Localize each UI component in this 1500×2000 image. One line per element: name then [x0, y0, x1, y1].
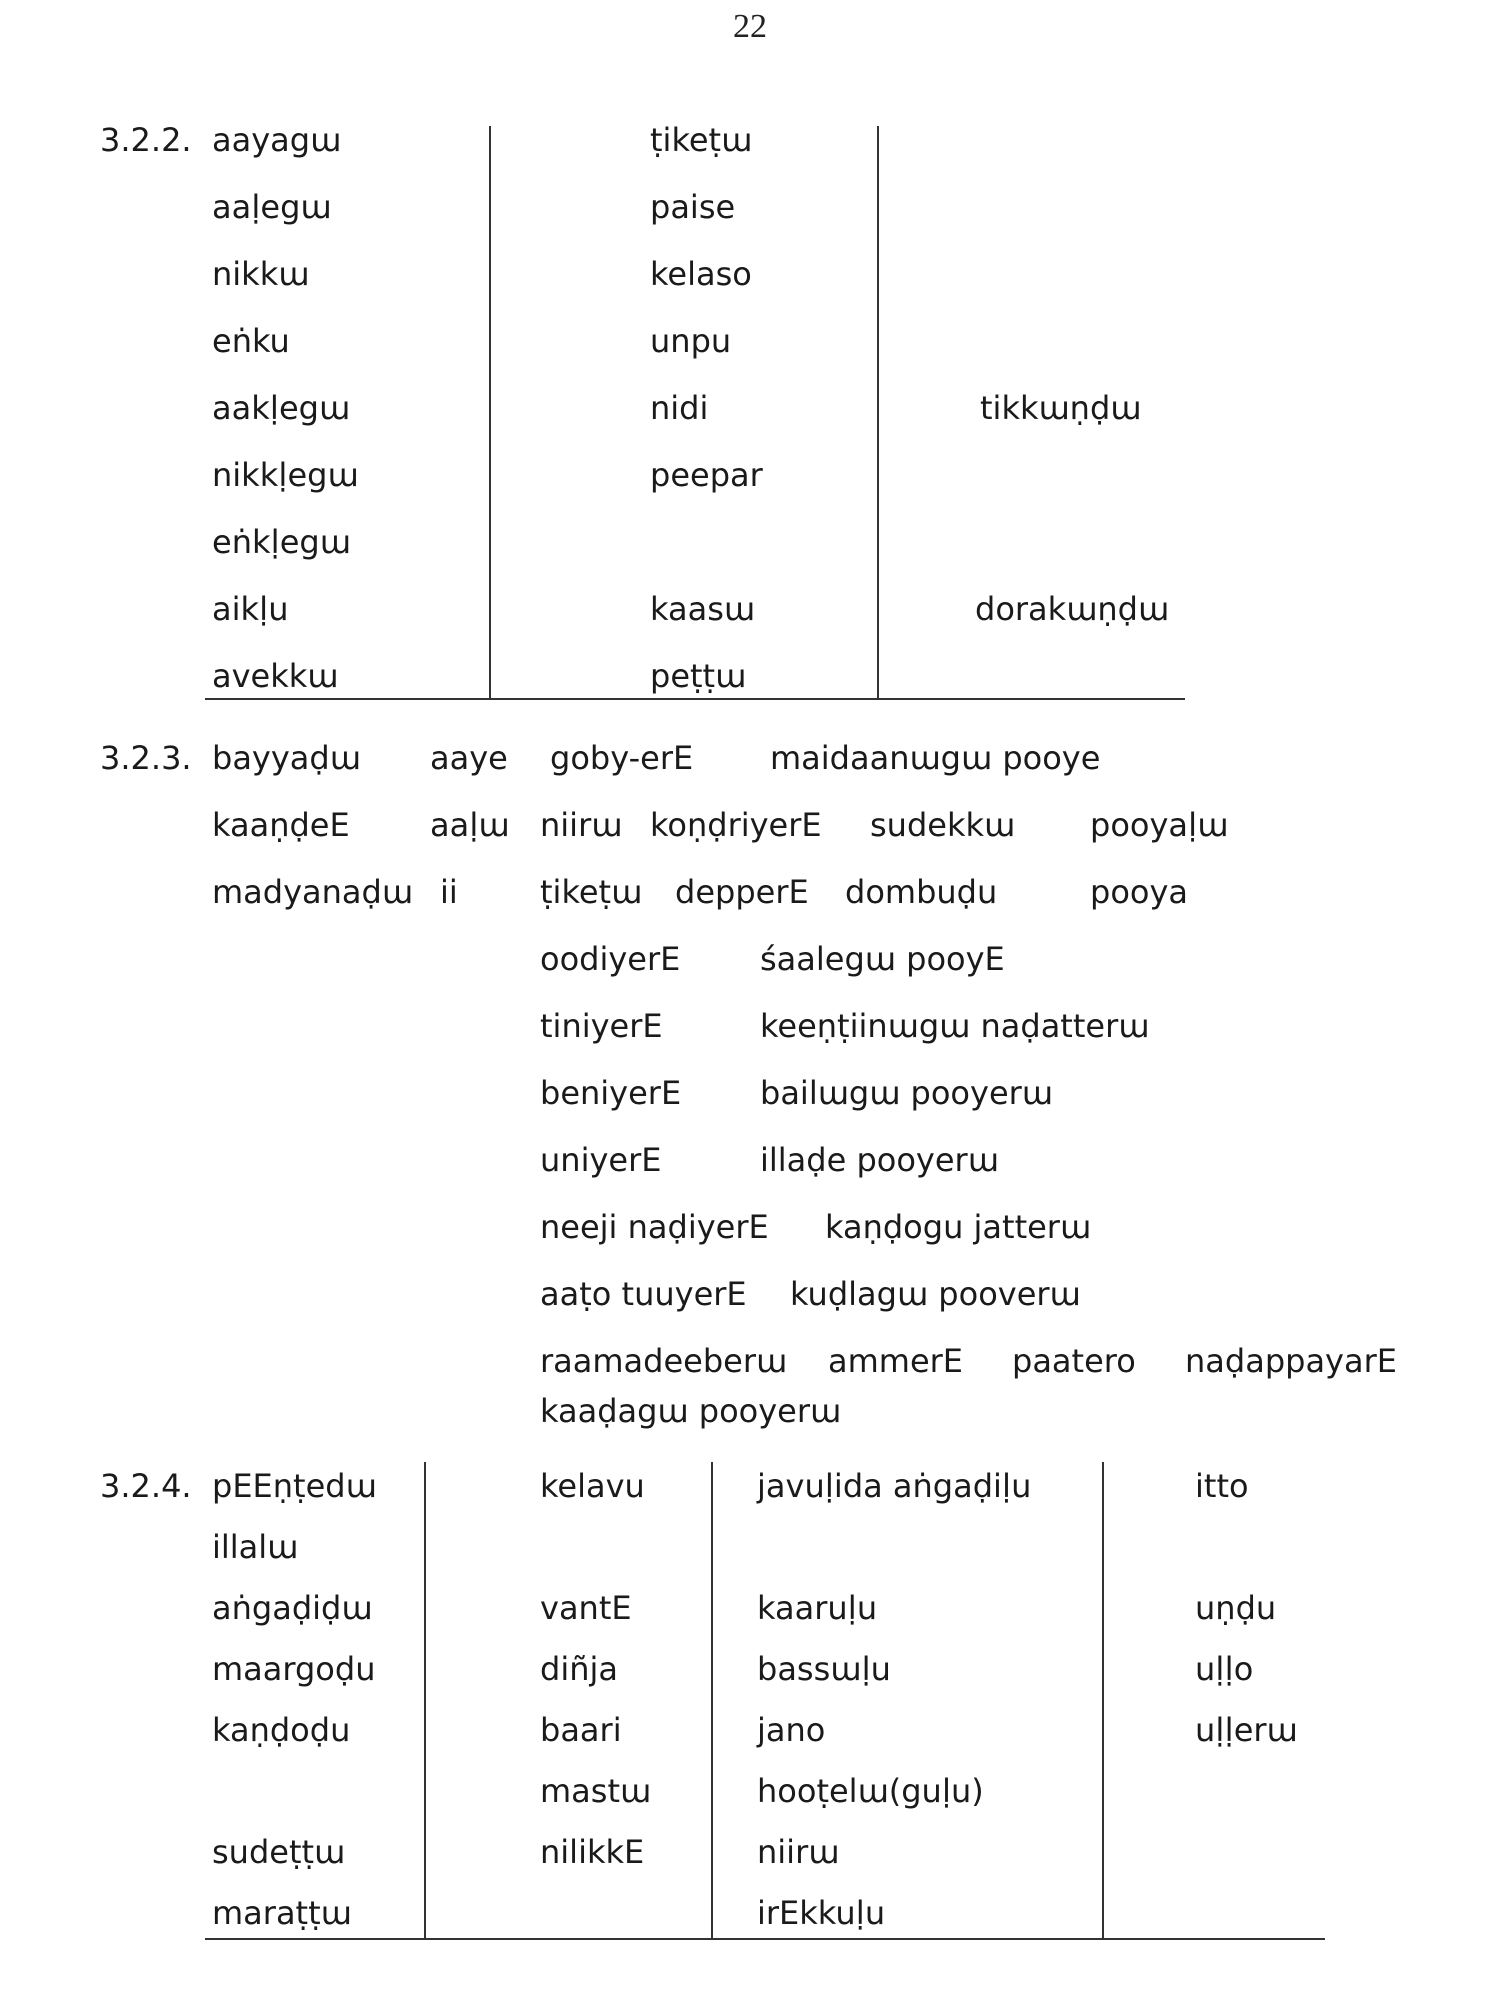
word: maidaanɯgɯ pooye [770, 739, 1101, 777]
word: uṇḍu [1195, 1589, 1277, 1627]
word: kaṇḍoḍu [212, 1711, 351, 1749]
word: baari [540, 1711, 622, 1749]
column-divider [877, 126, 879, 700]
phrase-subject: aaṭo tuuyerE [540, 1275, 747, 1313]
word: jano [757, 1711, 826, 1749]
word: niirɯ [540, 806, 623, 844]
word: diñja [540, 1650, 618, 1688]
word: bayyaḍɯ [212, 739, 361, 777]
word: bassɯḷu [757, 1650, 891, 1688]
word: aaḷegɯ [212, 188, 332, 226]
page-number: 22 [733, 8, 767, 45]
word: aikḷu [212, 590, 289, 628]
word: aakḷegɯ [212, 389, 351, 427]
word: peepar [650, 456, 763, 494]
column-divider [1102, 1462, 1104, 1940]
word: avekkɯ [212, 657, 339, 695]
phrase-predicate: keeṇṭiinɯgɯ naḍatterɯ [760, 1007, 1150, 1045]
table-rule [205, 1938, 1325, 1940]
word: aayagɯ [212, 121, 342, 159]
phrase-predicate: śaalegɯ pooyE [760, 940, 1005, 978]
word: kaasɯ [650, 590, 756, 628]
word: javuḷida aṅgaḍiḷu [757, 1467, 1032, 1505]
word: nidi [650, 389, 709, 427]
word: raamadeeberɯ [540, 1342, 788, 1380]
word: aṅgaḍiḍɯ [212, 1589, 373, 1627]
phrase-subject: uniyerE [540, 1141, 662, 1179]
phrase-subject: beniyerE [540, 1074, 682, 1112]
phrase-subject: tiniyerE [540, 1007, 663, 1045]
phrase-predicate: kuḍlagɯ pooverɯ [790, 1275, 1081, 1313]
word: uḷḷo [1195, 1650, 1254, 1688]
column-divider [489, 126, 491, 700]
word: pEEṇṭedɯ [212, 1467, 377, 1505]
word: kaaruḷu [757, 1589, 878, 1627]
column-divider [424, 1462, 426, 1940]
word: nilikkE [540, 1833, 645, 1871]
word: nikkḷegɯ [212, 456, 359, 494]
word: ṭikeṭɯ [540, 873, 643, 911]
phrase-predicate: bailɯgɯ pooyerɯ [760, 1074, 1053, 1112]
word: dorakɯṇḍɯ [975, 590, 1170, 628]
word: sudeṭṭɯ [212, 1833, 346, 1871]
word: kelavu [540, 1467, 645, 1505]
word: sudekkɯ [870, 806, 1016, 844]
word: pooyaḷɯ [1090, 806, 1229, 844]
word: hooṭelɯ(guḷu) [757, 1772, 984, 1810]
word: ammerE [828, 1342, 964, 1380]
word: goby-erE [550, 739, 694, 777]
phrase-predicate: kaṇḍogu jatterɯ [825, 1208, 1092, 1246]
word: uḷḷerɯ [1195, 1711, 1298, 1749]
word: mastɯ [540, 1772, 652, 1810]
word: nikkɯ [212, 255, 310, 293]
word: maargoḍu [212, 1650, 376, 1688]
word: niirɯ [757, 1833, 840, 1871]
word: naḍappayarE [1185, 1342, 1397, 1380]
word: vantE [540, 1589, 632, 1627]
word: irEkkuḷu [757, 1894, 886, 1932]
word: illalɯ [212, 1528, 299, 1566]
section-label: 3.2.3. [100, 739, 192, 777]
word: kaaṇḍeE [212, 806, 350, 844]
word: aaye [430, 739, 508, 777]
column-divider [711, 1462, 713, 1940]
phrase-continuation: kaaḍagɯ pooyerɯ [540, 1392, 842, 1430]
word: pooya [1090, 873, 1189, 911]
phrase-subject: neeji naḍiyerE [540, 1208, 769, 1246]
word: tikkɯṇḍɯ [980, 389, 1142, 427]
word: koṇḍriyerE [650, 806, 822, 844]
phrase-subject: oodiyerE [540, 940, 681, 978]
section-label: 3.2.4. [100, 1467, 192, 1505]
table-rule [205, 698, 1185, 700]
word: madyanaḍɯ [212, 873, 414, 911]
word: ii [440, 873, 458, 911]
section-label: 3.2.2. [100, 121, 192, 159]
word: eṅku [212, 322, 290, 360]
word: peṭṭɯ [650, 657, 747, 695]
phrase-predicate: illaḍe pooyerɯ [760, 1141, 999, 1179]
word: dombuḍu [845, 873, 998, 911]
word: itto [1195, 1467, 1249, 1505]
word: maraṭṭɯ [212, 1894, 352, 1932]
word: paise [650, 188, 736, 226]
word: eṅkḷegɯ [212, 523, 351, 561]
word: ṭikeṭɯ [650, 121, 753, 159]
word: depperE [675, 873, 809, 911]
word: unpu [650, 322, 732, 360]
word: paatero [1012, 1342, 1136, 1380]
word: aaḷɯ [430, 806, 510, 844]
word: kelaso [650, 255, 752, 293]
